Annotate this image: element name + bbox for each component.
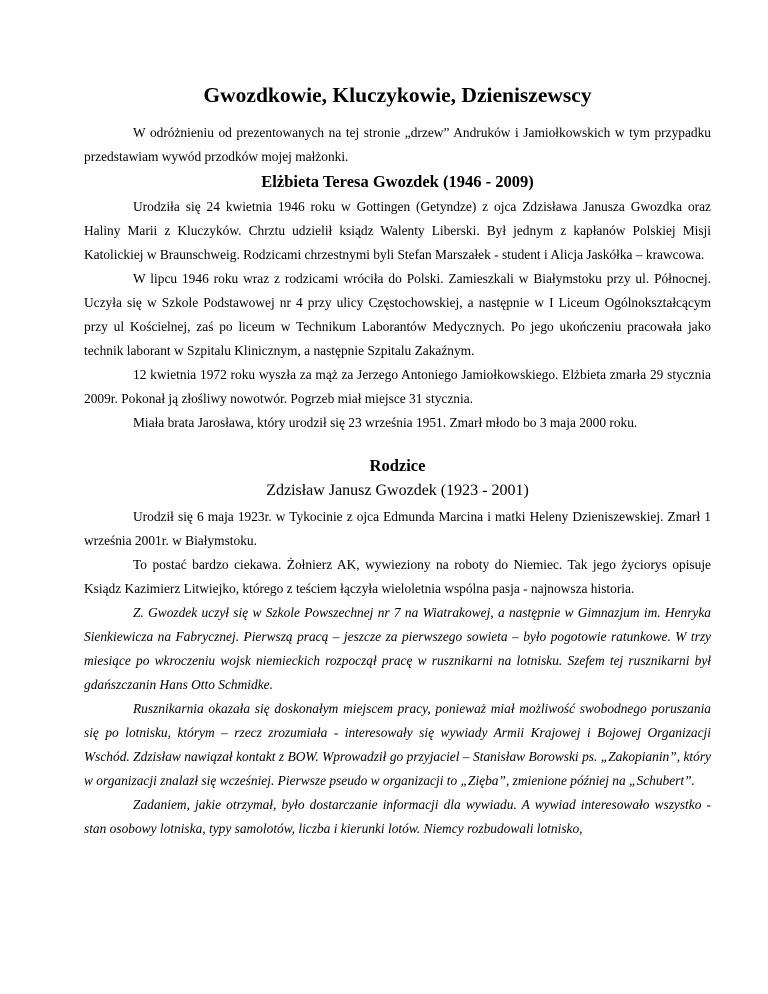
paragraph: 12 kwietnia 1972 roku wyszła za mąż za Jerzego Antoniego Jamiołkowskiego. Elżbieta zmarła 29 stycznia 2009r. Pokonał ją złośliwy nowotwór. Pogrzeb miał miejsce 31 stycznia.	[84, 367, 711, 406]
quote-paragraph: Rusznikarnia okazała się doskonałym miejscem pracy, ponieważ miał możliwość swobodnego poruszania się po lotnisku, którym – rzecz zrozumiała - interesowały się wywiady Armii Krajowej i Bojowej Organizacji Wschód. Zdzisław nawiązał kontakt z BOW. Wprowadził go przyjaciel – Stanisław Borowski ps. „Zakopianin”, który w organizacji znalazł się wcześniej. Pierwsze pseudo w organizacji to „Zięba”, zmienione później na „Schubert”.	[84, 701, 711, 788]
quote-paragraph: Zadaniem, jakie otrzymał, było dostarczanie informacji dla wywiadu. A wywiad interesowało wszystko - stan osobowy lotniska, typy samolotów, liczba i kierunki lotów. Niemcy rozbudowali lotnisko,	[84, 797, 711, 836]
quote-paragraph: Z. Gwozdek uczył się w Szkole Powszechnej nr 7 na Wiatrakowej, a następnie w Gimnazjum im. Henryka Sienkiewicza na Fabrycznej. Pierwszą pracą – jeszcze za pierwszego sowieta – było pogotowie ratunkowe. W trzy miesiące po wkroczeniu wojsk niemieckich rozpoczął pracę w rusznikarni na lotnisku. Szefem tej rusznikarni był gdańszczanin Hans Otto Schmidke.	[84, 605, 711, 692]
section-heading-parents: Rodzice	[369, 456, 426, 475]
person2-heading: Zdzisław Janusz Gwozdek (1923 - 2001)	[266, 482, 529, 499]
paragraph: Urodził się 6 maja 1923r. w Tykocinie z ojca Edmunda Marcina i matki Heleny Dzieniszewskiej. Zmarł 1 września 2001r. w Białymstoku.	[84, 509, 711, 548]
paragraph: Miała brata Jarosława, który urodził się 23 września 1951. Zmarł młodo bo 3 maja 2000 roku.	[133, 415, 638, 430]
intro-paragraph: W odróżnieniu od prezentowanych na tej stronie „drzew” Andruków i Jamiołkowskich w tym przypadku przedstawiam wywód przodków mojej małżonki.	[84, 125, 711, 164]
paragraph: Urodziła się 24 kwietnia 1946 roku w Gottingen (Getyndze) z ojca Zdzisława Janusza Gwozdka oraz Haliny Marii z Kluczyków. Chrztu udzielił ksiądz Walenty Liberski. Był jednym z kapłanów Polskiej Misji Katolickiej w Braunschweig. Rodzicami chrzestnymi byli Stefan Marszałek - student i Alicja Jaskółka – krawcowa.	[84, 199, 711, 262]
document-title: Gwozdkowie, Kluczykowie, Dzieniszewscy	[203, 83, 592, 107]
paragraph: To postać bardzo ciekawa. Żołnierz AK, wywieziony na roboty do Niemiec. Tak jego życiorys opisuje Ksiądz Kazimierz Litwiejko, którego z teściem łączyła wieloletnia wspólna pasja - najnowsza historia.	[84, 557, 711, 596]
person1-heading: Elżbieta Teresa Gwozdek (1946 - 2009)	[261, 172, 534, 191]
spacer	[84, 435, 711, 453]
paragraph: W lipcu 1946 roku wraz z rodzicami wróciła do Polski. Zamieszkali w Białymstoku przy ul. Północnej. Uczyła się w Szkole Podstawowej nr 4 przy ulicy Częstochowskiej, a następnie w I Liceum Ogólnokształcącym przy ul Kościelnej, zaś po liceum w Technikum Laborantów Medycznych. Po jego ukończeniu pracowała jako technik laborant w Szpitalu Klinicznym, a następnie Szpitalu Zakaźnym.	[84, 271, 711, 358]
